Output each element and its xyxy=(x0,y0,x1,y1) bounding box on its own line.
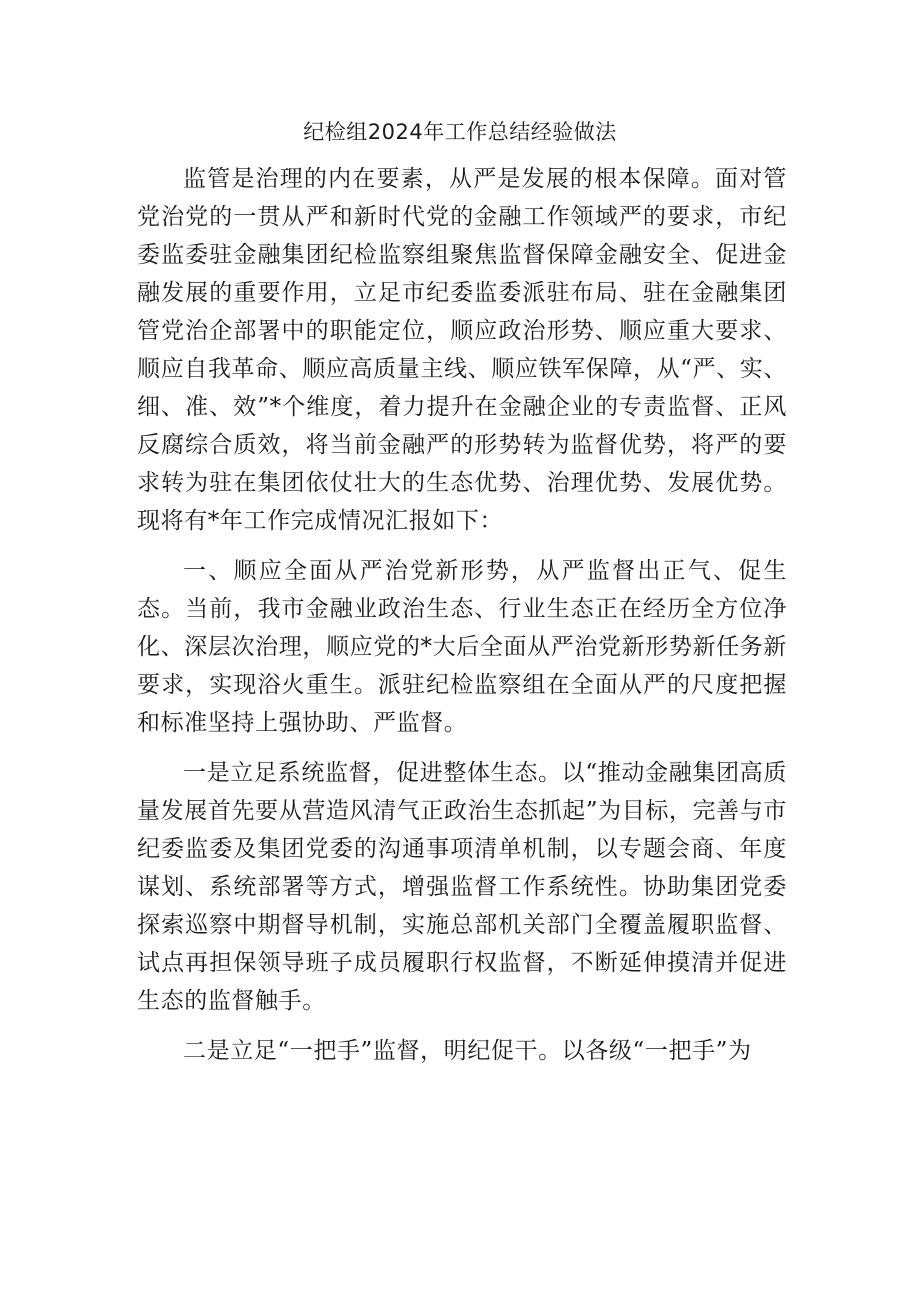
paragraph-section-one: 一、顺应全面从严治党新形势，从严监督出正气、促生态。当前，我市金融业政治生态、行业生态正在经历全方位净化、深层次治理，顺应党的*大后全面从严治党新形势新任务新要求，实现浴火重生。派驻纪检监察组在全面从严的尺度把握和标准坚持上强协助、严监督。 xyxy=(137,558,787,736)
paragraph-point-two: 二是立足“一把手”监督，明纪促干。以各级“一把手”为 xyxy=(183,1038,752,1064)
document-body xyxy=(137,160,787,1070)
document-title: 纪检组2024年工作总结经验做法 xyxy=(303,120,617,144)
paragraph-intro: 监管是治理的内在要素，从严是发展的根本保障。面对管党治党的一贯从严和新时代党的金融工作领域严的要求，市纪委监委驻金融集团纪检监察组聚焦监督保障金融安全、促进金融发展的重要作用，立足市纪委监委派驻布局、驻在金融集团管党治企部署中的职能定位，顺应政治形势、顺应重大要求、顺应自我革命、顺应高质量主线、顺应铁军保障，从“严、实、细、准、效”*个维度，着力提升在金融企业的专责监督、正风反腐综合质效，将当前金融严的形势转为监督优势，将严的要求转为驻在集团依仗壮大的生态优势、治理优势、发展优势。现将有*年工作完成情况汇报如下： xyxy=(137,166,787,534)
paragraph-point-one: 一是立足系统监督，促进整体生态。以“推动金融集团高质量发展首先要从营造风清气正政治生态抓起”为目标，完善与市纪委监委及集团党委的沟通事项清单机制，以专题会商、年度谋划、系统部署等方式，增强监督工作系统性。协助集团党委探索巡察中期督导机制，实施总部机关部门全覆盖履职监督、试点再担保领导班子成员履职行权监督，不断延伸摸清并促进生态的监督触手。 xyxy=(137,760,787,1014)
